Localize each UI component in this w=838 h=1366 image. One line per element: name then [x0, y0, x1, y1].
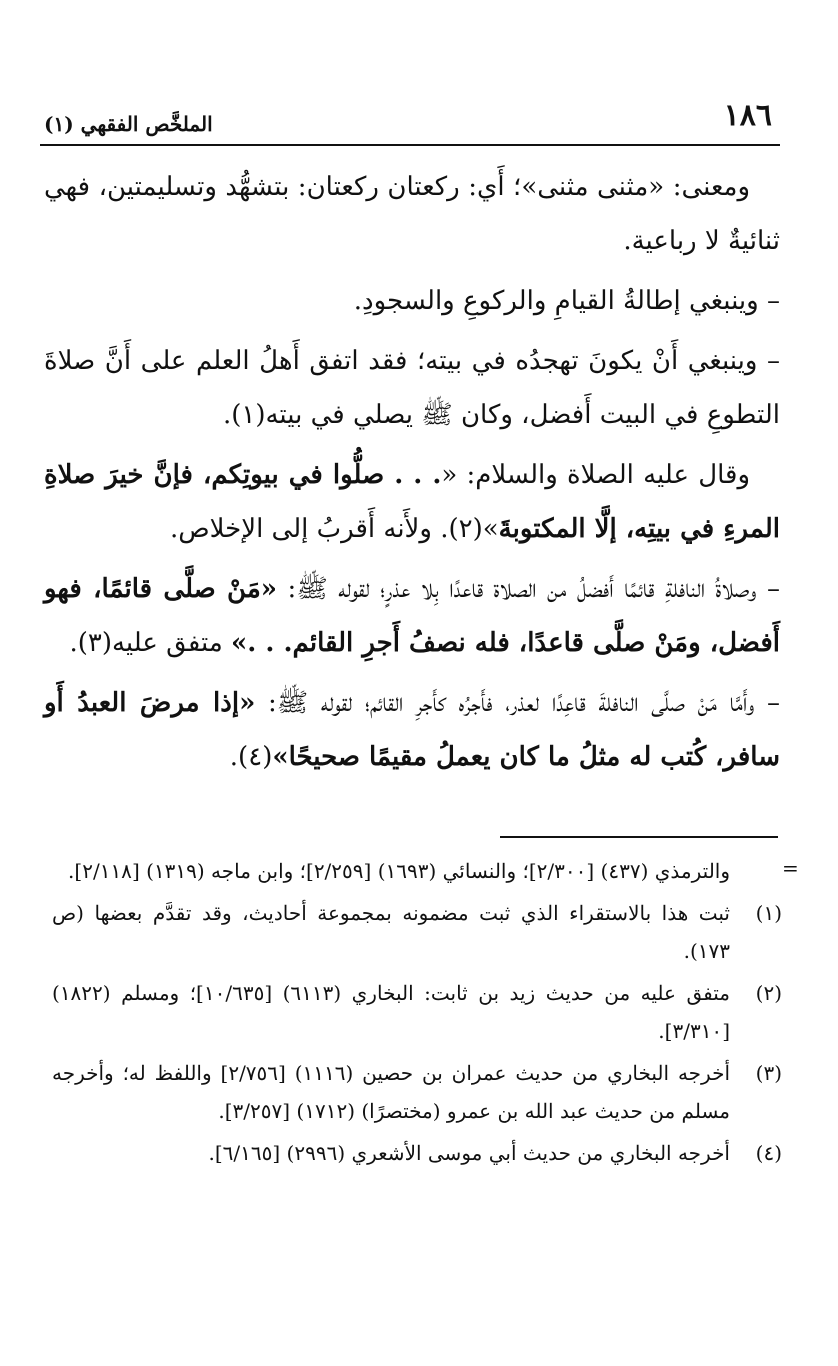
excuse-outro: (٤).: [229, 742, 273, 772]
paragraph-standing: [44, 562, 780, 670]
footnote: [52, 1054, 782, 1130]
footnote-mark: (٢): [755, 981, 782, 1005]
main-text: [44, 160, 780, 790]
paragraph-hadith-homes: [44, 448, 780, 556]
footnote-mark: (٣): [755, 1061, 782, 1085]
footnote-text: ثبت هذا بالاستقراء الذي ثبت مضمونه بمجموعة أحاديث، وقد تقدَّم بعضها (ص ١٧٣).: [52, 901, 730, 963]
hadith-text: . . . صلُّوا في بيوتِكم، فإنَّ خيرَ صلاةِ المرءِ في بيتِه، إلَّا المكتوبةَ: [44, 460, 780, 544]
footnote-continuation: [52, 852, 782, 890]
footnote-mark: [730, 852, 782, 890]
paragraph-prolong: – وينبغي إطالةُ القيامِ والركوعِ والسجودِ.: [353, 286, 780, 316]
footnote-text: أخرجه البخاري من حديث أبي موسى الأشعري (٢٩٩٦) [٦/١٦٥].: [208, 1141, 730, 1165]
hadith-intro: وقال عليه الصلاة والسلام: «: [441, 460, 751, 490]
page-header: [40, 96, 780, 146]
excuse-hadith: «إذا مرضَ العبدُ أَو سافر، كُتب له مثلُ ما كان يعملُ مقيمًا صحيحًا»: [44, 688, 780, 772]
paragraph-home-prayer: – وينبغي أَنْ يكونَ تهجدُه في بيته؛ فقد اتفق أَهلُ العلم على أَنَّ صلاةَ التطوعِ في البيت أَفضل، وكان ﷺ يصلي في بيته(١).: [44, 346, 780, 430]
footnote: [52, 894, 782, 970]
footnote-text: والترمذي (٤٣٧) [٢/٣٠٠]؛ والنسائي (١٦٩٣) [٢/٢٥٩]؛ وابن ماجه (١٣١٩) [٢/١١٨].: [68, 859, 730, 883]
page-number: ١٨٦: [723, 98, 772, 133]
running-title: الملخَّص الفقهي (١): [44, 112, 213, 136]
footnote: [52, 1134, 782, 1172]
standing-intro: – وصلاةُ النافلةِ قائمًا أَفضلُ من الصلاة قاعدًا بِلا عذرٍ؛ لقوله ﷺ:: [277, 574, 780, 604]
standing-outro: متفق عليه(٣).: [69, 628, 232, 658]
standing-hadith: «مَنْ صلَّى قائمًا، فهو أَفضل، ومَنْ صلَّى قاعدًا، فله نصفُ أَجرِ القائم. . .»: [44, 574, 780, 658]
footnote-divider: [500, 836, 778, 838]
footnote-mark: (٤): [755, 1141, 782, 1165]
excuse-intro: – وأَمَّا مَنْ صلَّى النافلةَ قاعِدًا لعذر، فأَجرُه كأَجرِ القائم؛ لقوله ﷺ:: [255, 688, 781, 718]
footnote: [52, 974, 782, 1050]
footnote-text: أخرجه البخاري من حديث عمران بن حصين (١١١٦) [٢/٧٥٦] واللفظ له؛ وأخرجه مسلم من حديث عبد الله بن عمرو (مختصرًا) (١٧١٢) [٣/٢٥٧].: [52, 1061, 730, 1123]
hadith-outro: »(٢). ولأَنه أَقربُ إلى الإخلاص.: [169, 514, 499, 544]
footnote-mark: (١): [755, 901, 782, 925]
continuation-mark: =: [782, 856, 799, 880]
footnote-text: متفق عليه من حديث زيد بن ثابت: البخاري (٦١١٣) [١٠/٦٣٥]؛ ومسلم (١٨٢٢) [٣/٣١٠].: [52, 981, 730, 1043]
footnotes: [52, 852, 782, 1176]
paragraph-excuse: [44, 676, 780, 784]
paragraph-meaning: ومعنى: «مثنى مثنى»؛ أَي: ركعتان ركعتان: بتشهُّد وتسليمتين، فهي ثنائيةٌ لا رباعية.: [44, 172, 780, 256]
